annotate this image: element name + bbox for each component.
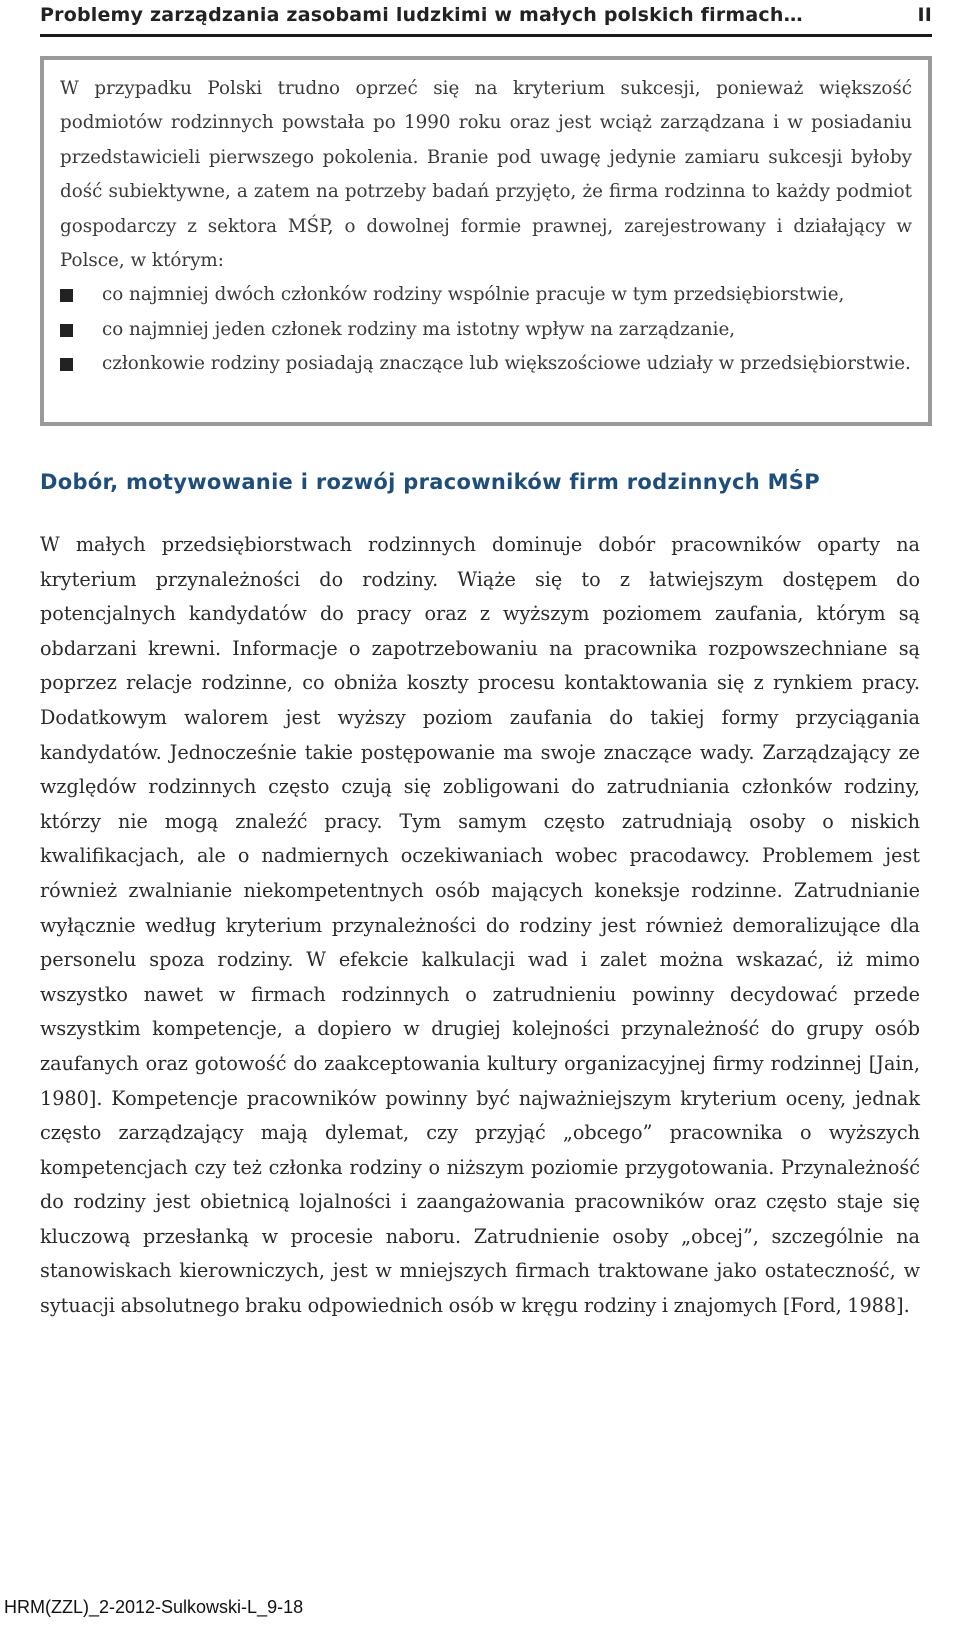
criteria-text: co najmniej dwóch członków rodziny wspólnie pracuje w tym przedsiębiorstwie, <box>102 284 845 306</box>
footer-document-id: HRM(ZZL)_2-2012-Sulkowski-L_9-18 <box>4 1597 304 1617</box>
criteria-list <box>60 278 912 381</box>
box-intro-paragraph: W przypadku Polski trudno oprzeć się na kryterium sukcesji, ponieważ większość podmiotów rodzinnych powstała po 1990 roku oraz jest wciąż zarządzana i w posiadaniu przedstawicieli pierwszego pokolenia. Branie pod uwagę jedynie zamiaru sukcesji byłoby dość subiektywne, a zatem na potrzeby badań przyjęto, że firma rodzinna to każdy podmiot gospodarczy z sektora MŚP, o dowolnej formie prawnej, zarejestrowany i działający w Polsce, w którym: <box>60 78 912 272</box>
section-body-paragraph: W małych przedsiębiorstwach rodzinnych dominuje dobór pracowników oparty na kryterium przynależności do rodziny. Wiąże się to z łatwiejszym dostępem do potencjalnych kandydatów do pracy oraz z wyższym poziomem zaufania, którym są obdarzani krewni. Informacje o zapotrzebowaniu na pracownika rozpowszechniane są poprzez relacje rodzinne, co obniża koszty procesu kontaktowania się z rynkiem pracy. Dodatkowym walorem jest wyższy poziom zaufania do takiej formy przyciągania kandydatów. Jednocześnie takie postępowanie ma swoje znaczące wady. Zarządzający ze względów rodzinnych często czują się zobligowani do zatrudniania członków rodziny, którzy nie mogą znaleźć pracy. Tym samym często zatrudniają osoby o niskich kwalifikacjach, ale o nadmiernych oczekiwaniach wobec pracodawcy. Problemem jest również zwalnianie niekompetentnych osób mających koneksje rodzinne. Zatrudnianie wyłącznie według kryterium przynależności do rodziny jest również demoralizujące dla personelu spoza rodziny. W efekcie kalkulacji wad i zalet można wskazać, iż mimo wszystko nawet w firmach rodzinnych o zatrudnieniu powinny decydować przede wszystkim kompetencje, a dopiero w drugiej kolejności przynależność do grupy osób zaufanych oraz gotowość do zaakceptowania kultury organizacyjnej firmy rodzinnej [Jain, 1980]. Kompetencje pracowników powinny być najważniejszym kryterium oceny, jednak często zarządzający mają dylemat, czy przyjąć „obcego” pracownika o wyższych kompetencjach czy też członka rodziny o niższym poziomie przygotowania. Przynależność do rodziny jest obietnicą lojalności i zaangażowania pracowników oraz często staje się kluczową przesłanką w procesie naboru. Zatrudnienie osoby „obcej”, szczególnie na stanowiskach kierowniczych, jest w mniejszych firmach traktowane jako ostateczność, w sytuacji absolutnego braku odpowiednich osób w kręgu rodziny i znajomych [Ford, 1988]. <box>40 533 920 1318</box>
criteria-list-item <box>60 347 912 381</box>
page-marker: II <box>917 4 932 26</box>
criteria-list-item <box>60 313 912 347</box>
criteria-text: członkowie rodziny posiadają znaczące lub większościowe udziały w przedsiębiorstwie. <box>102 353 911 375</box>
criteria-list-item <box>60 278 912 312</box>
square-bullet-icon <box>60 324 73 337</box>
square-bullet-icon <box>60 358 73 371</box>
criteria-text: co najmniej jeden członek rodziny ma istotny wpływ na zarządzanie, <box>102 318 736 340</box>
header-rule <box>40 34 932 37</box>
running-header <box>40 2 932 28</box>
definition-box <box>40 56 932 426</box>
section-heading: Dobór, motywowanie i rozwój pracowników firm rodzinnych MŚP <box>40 470 820 494</box>
running-title: Problemy zarządzania zasobami ludzkimi w małych polskich firmach… <box>40 4 803 26</box>
square-bullet-icon <box>60 289 73 302</box>
